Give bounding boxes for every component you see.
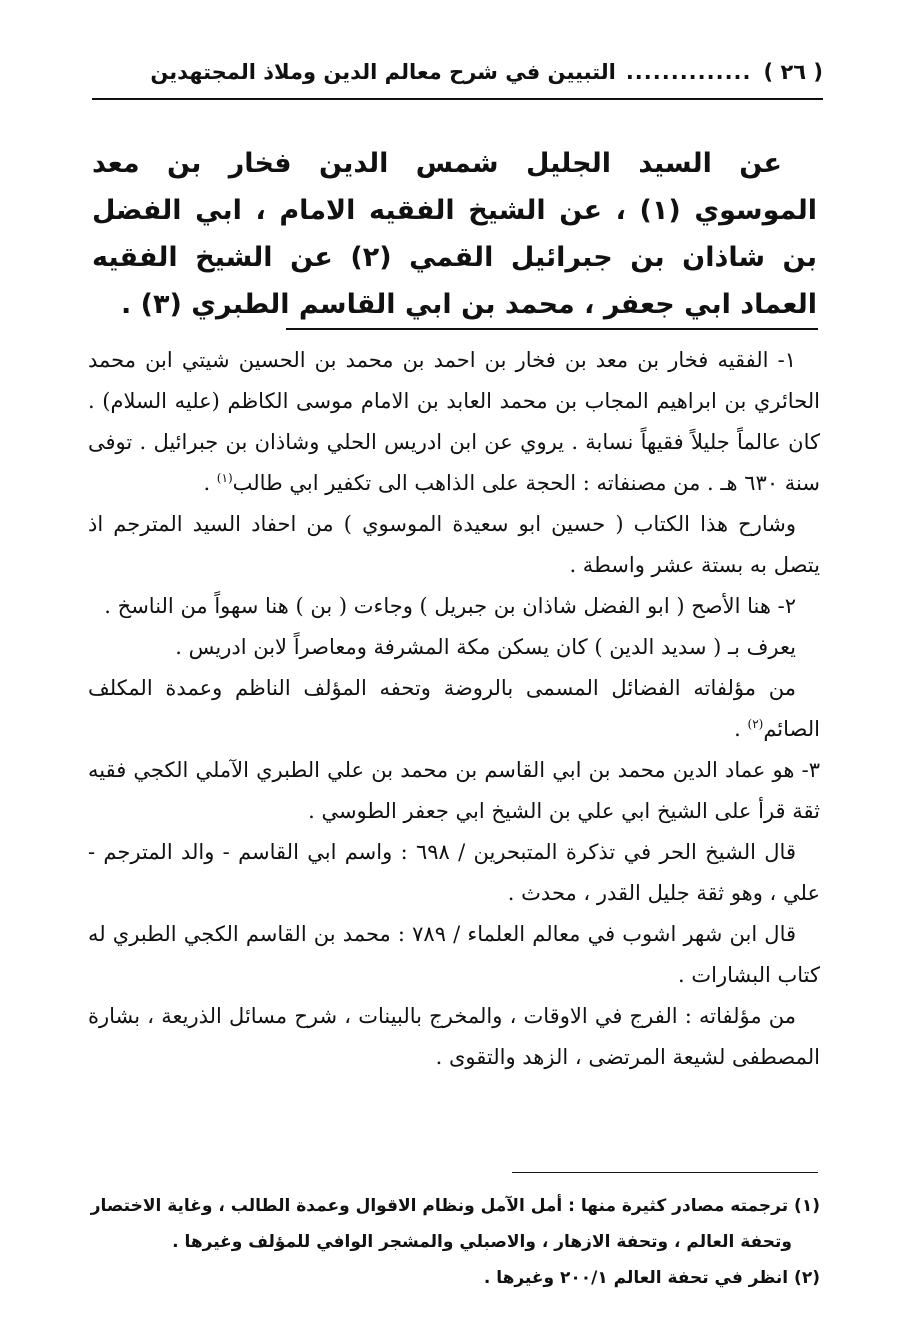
- footnote-1-line-1: (١) ترجمته مصادر كثيرة منها : أمل الآمل ونظام الاقوال وعمدة الطالب ، وغاية الاختصار: [90, 1196, 820, 1216]
- note-1-ref: (١): [216, 471, 233, 485]
- note-2-text: من مؤلفاته الفضائل المسمى بالروضة وتحفه المؤلف الناظم وعمدة المكلف الصائم: [88, 676, 820, 741]
- note-3-ibn-shahr: قال ابن شهر اشوب في معالم العلماء / ٧٨٩ : محمد بن القاسم الكجي الطبري له كتاب البشارات .: [88, 922, 820, 987]
- note-2-line-3: [88, 668, 820, 750]
- note-1-end: .: [203, 471, 217, 495]
- main-paragraph: عن السيد الجليل شمس الدين فخار بن معد الموسوي (١) ، عن الشيخ الفقيه الامام ، ابي الفضل بن شاذان بن جبرائيل القمي (٢) عن الشيخ الفقيه العماد ابي جعفر ، محمد بن ابي القاسم الطبري (٣) .: [92, 148, 817, 320]
- header-rule: [92, 98, 823, 100]
- footnotes: [88, 1188, 820, 1296]
- footnote-1-line-2: وتحفة العالم ، وتحفة الازهار ، والاصبلي والمشجر الوافي للمؤلف وغيرها .: [172, 1232, 792, 1252]
- main-text-rule: [286, 328, 818, 330]
- note-2-line-2: يعرف بـ ( سديد الدين ) كان يسكن مكة المشرفة ومعاصراً لابن ادريس .: [175, 635, 796, 659]
- note-3-works: من مؤلفاته : الفرج في الاوقات ، والمخرج بالبينات ، شرح مسائل الذريعة ، بشارة المصطفى لشيعة المرتضى ، الزهد والتقوى .: [88, 1004, 820, 1069]
- header-dots: ..............: [625, 60, 752, 84]
- commentator-note: وشارح هذا الكتاب ( حسين ابو سعيدة الموسوي ) من احفاد السيد المترجم اذ يتصل به بستة عشر واسطة .: [88, 512, 820, 577]
- commentary-notes: [88, 340, 820, 1078]
- note-1-text: ١- الفقيه فخار بن معد بن فخار بن احمد بن محمد بن الحسين شيتي ابن محمد الحائري بن ابراهيم المجاب بن محمد العابد بن الامام موسى الكاظم (عليه السلام) . كان عالماً جليلاً فقيهاً نسابة . يروي عن ابن ادريس الحلي وشاذان بن جبرائيل . توفى سنة ٦٣٠ هـ . من مصنفاته : الحجة على الذاهب الى تكفير ابي طالب: [88, 348, 820, 495]
- note-2-line-1: ٢- هنا الأصح ( ابو الفضل شاذان بن جبريل ) وجاءت ( بن ) هنا سهواً من الناسخ .: [104, 594, 796, 618]
- main-text-block: [92, 140, 817, 328]
- note-1: [88, 340, 820, 504]
- footnote-rule: [512, 1172, 818, 1173]
- note-2-end: .: [734, 717, 748, 741]
- book-title: التبيين في شرح معالم الدين وملاذ المجتهدين: [150, 60, 616, 84]
- footnote-2: (٢) انظر في تحفة العالم ٢٠٠/١ وغيرها .: [483, 1268, 820, 1288]
- page-number: ( ٢٦ ): [763, 60, 823, 84]
- note-3-hurr: قال الشيخ الحر في تذكرة المتبحرين / ٦٩٨ : واسم ابي القاسم - والد المترجم - علي ، وهو ثقة جليل القدر ، محدث .: [88, 840, 820, 905]
- running-header: [95, 52, 823, 92]
- note-2-ref: (٢): [747, 717, 764, 731]
- note-3: ٣- هو عماد الدين محمد بن ابي القاسم بن محمد بن علي الطبري الآملي الكجي فقيه ثقة قرأ على الشيخ ابي علي بن الشيخ ابي جعفر الطوسي .: [88, 758, 820, 823]
